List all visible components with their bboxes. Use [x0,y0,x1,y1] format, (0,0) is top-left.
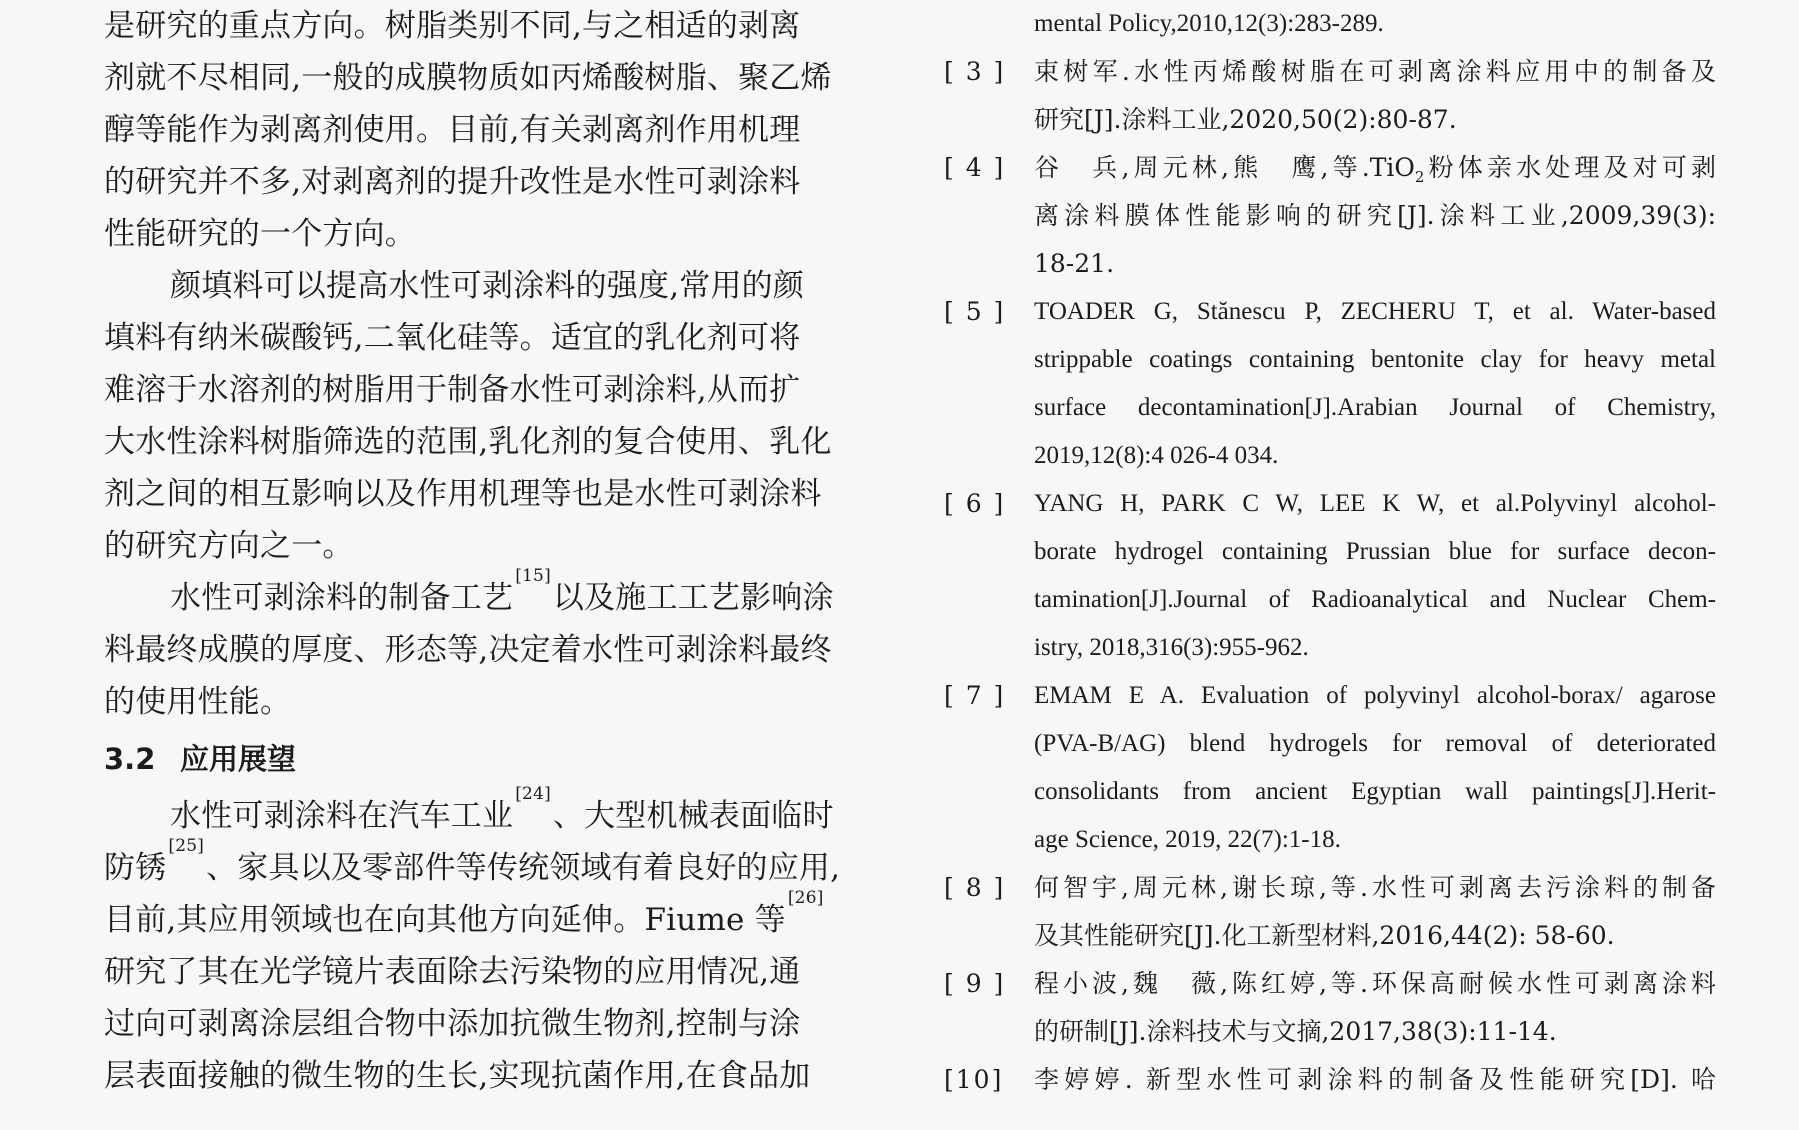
reference-line: tamination[J].Journal of Radioanalytical and Nuclear Chem- [1034,586,1716,613]
reference-item-8 [944,864,1716,960]
text-line: 填料有纳米碳酸钙,二氧化硅等。适宜的乳化剂可将 [104,320,801,356]
text-line [104,784,880,842]
text-line [104,888,880,946]
reference-item-9 [944,960,1716,1056]
citation-link[interactable]: [25] [168,836,205,856]
text-line: 大水性涂料树脂筛选的范围,乳化剂的复合使用、乳化 [104,424,832,460]
reference-line: strippable coatings containing bentonite clay for heavy metal [1034,346,1716,373]
text-run: 水性可剥涂料的制备工艺 [170,580,514,616]
reference-line: surface decontamination[J].Arabian Journal of Chemistry, [1034,394,1716,421]
reference-item-10 [944,1056,1716,1104]
reference-line: 研究[J].涂料工业,2020,50(2):80-87. [1034,105,1457,134]
reference-line [1034,144,1716,192]
reference-number: [ 9 ] [944,969,1006,998]
reference-line: borate hydrogel containing Prussian blue for surface decon- [1034,538,1716,565]
text-line: 难溶于水溶剂的树脂用于制备水性可剥涂料,从而扩 [104,372,801,408]
citation-link[interactable]: [15] [515,566,551,586]
text-line: 剂之间的相互影响以及作用机理等也是水性可剥涂料 [104,476,822,512]
text-line [104,836,880,894]
text-run: 粉体亲水处理及对可剥 [1424,153,1716,182]
left-column [104,0,880,1102]
citation-link[interactable]: [26] [787,888,824,908]
text-line: 醇等能作为剥离剂使用。目前,有关剥离剂作用机理 [104,112,801,148]
reference-item-7 [944,672,1716,864]
text-run: 目前,其应用领域也在向其他方向延伸。Fiume 等 [104,902,786,938]
text-run: 、家具以及零部件等传统领域有着良好的应用, [206,850,841,886]
text-run: 、大型机械表面临时 [552,798,834,834]
text-line: 的研究并不多,对剥离剂的提升改性是水性可剥涂料 [104,164,801,200]
text-run: 以及施工工艺影响涂 [552,580,834,616]
reference-line: 束树军.水性丙烯酸树脂在可剥离涂料应用中的制备及 [1034,57,1716,86]
reference-line: istry, 2018,316(3):955-962. [1034,634,1309,661]
section-heading [104,728,880,790]
text-line: 性能研究的一个方向。 [104,216,416,252]
reference-line: YANG H, PARK C W, LEE K W, et al.Polyvinyl alcohol- [1034,490,1716,517]
reference-number: [ 6 ] [944,489,1006,518]
reference-number: [ 5 ] [944,297,1006,326]
text-line: 的使用性能。 [104,684,292,720]
reference-number: [ 8 ] [944,873,1006,902]
text-line [104,566,880,624]
section-title: 应用展望 [180,742,297,776]
citation-link[interactable]: [24] [515,784,551,804]
text-run: 谷 兵,周元林,熊 鹰,等.TiO [1034,153,1415,182]
reference-list [944,0,1716,1104]
paragraph-application-outlook [104,784,880,1102]
paragraph-fillers-emulsifiers [104,260,880,572]
reference-line: mental Policy,2010,12(3):283-289. [1034,10,1384,37]
reference-line: 18-21. [1034,249,1115,278]
text-line: 是研究的重点方向。树脂类别不同,与之相适的剥离 [104,8,801,44]
paragraph-stripping-agent [104,0,880,260]
text-line: 料最终成膜的厚度、形态等,决定着水性可剥涂料最终 [104,632,832,668]
reference-line: 及其性能研究[J].化工新型材料,2016,44(2): 58-60. [1034,921,1615,950]
text-line: 过向可剥离涂层组合物中添加抗微生物剂,控制与涂 [104,1006,801,1042]
subscript: 2 [1414,168,1425,186]
reference-line: 离涂料膜体性能影响的研究[J].涂料工业,2009,39(3): [1034,201,1716,230]
section-number: 3.2 [104,742,156,776]
reference-line: 的研制[J].涂料技术与文摘,2017,38(3):11-14. [1034,1017,1557,1046]
reference-line: age Science, 2019, 22(7):1-18. [1034,826,1341,853]
text-run: 水性可剥涂料在汽车工业 [170,798,514,834]
paragraph-preparation-process [104,566,880,728]
reference-line: 何智宇,周元林,谢长琼,等.水性可剥离去污涂料的制备 [1034,873,1716,902]
text-run: 防锈 [104,850,167,886]
reference-number: [10] [944,1065,1004,1094]
reference-line: 程小波,魏 薇,陈红婷,等.环保高耐候水性可剥离涂料 [1034,969,1716,998]
reference-line: EMAM E A. Evaluation of polyvinyl alcohol-borax/ agarose [1034,682,1716,709]
reference-line: 李婷婷. 新型水性可剥涂料的制备及性能研究[D]. 哈 [1034,1065,1716,1094]
reference-number: [ 3 ] [944,57,1006,86]
reference-number: [ 7 ] [944,681,1006,710]
text-line: 层表面接触的微生物的生长,实现抗菌作用,在食品加 [104,1058,811,1094]
reference-continuation [944,0,1716,48]
reference-number: [ 4 ] [944,153,1006,182]
text-line: 的研究方向之一。 [104,528,354,564]
reference-item-6 [944,480,1716,672]
reference-item-5 [944,288,1716,480]
reference-item-3 [944,48,1716,144]
text-line: 剂就不尽相同,一般的成膜物质如丙烯酸树脂、聚乙烯 [104,60,832,96]
text-line: 研究了其在光学镜片表面除去污染物的应用情况,通 [104,954,801,990]
reference-item-4 [944,144,1716,288]
reference-line: TOADER G, Stănescu P, ZECHERU T, et al. Water-based [1034,298,1716,325]
reference-line: (PVA-B/AG) blend hydrogels for removal of deteriorated [1034,730,1716,757]
text-line: 颜填料可以提高水性可剥涂料的强度,常用的颜 [170,268,805,304]
reference-line: consolidants from ancient Egyptian wall paintings[J].Herit- [1034,778,1716,805]
reference-line: 2019,12(8):4 026-4 034. [1034,442,1279,469]
